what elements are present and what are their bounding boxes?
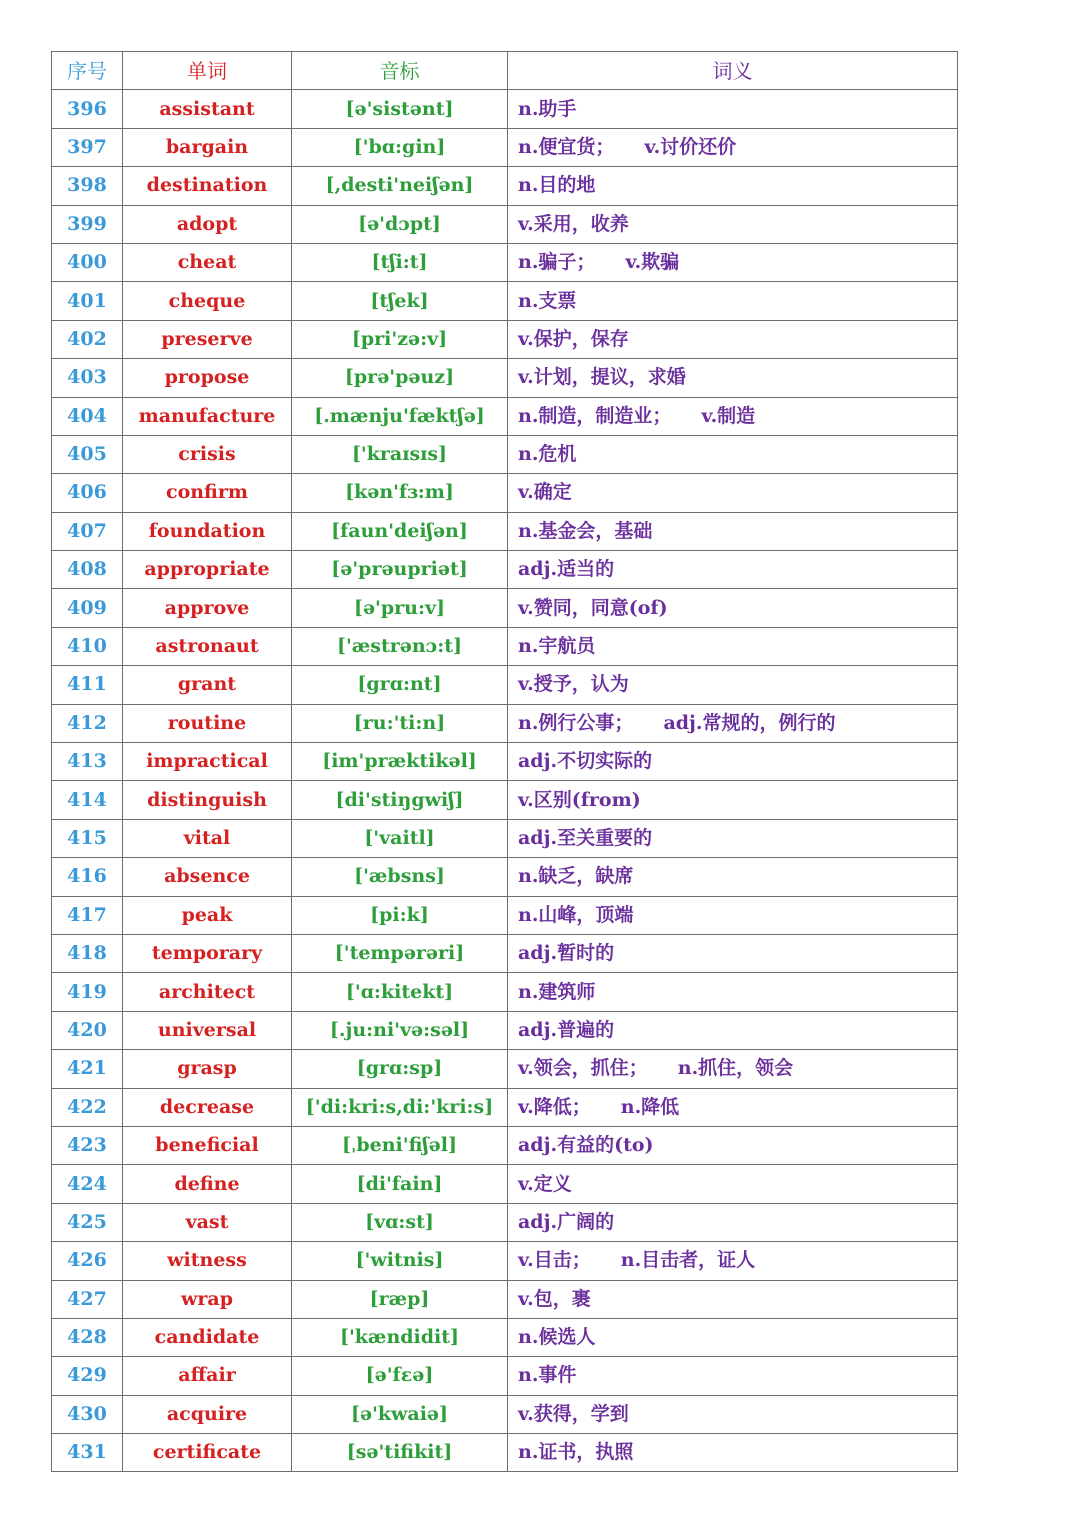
- table-row: [52, 397, 958, 435]
- meaning-part: adj.暂时的: [518, 942, 615, 965]
- row-phonetic: ['kændidit]: [292, 1318, 508, 1356]
- row-meaning: [508, 589, 958, 627]
- row-phonetic: [,desti'neiʃən]: [292, 167, 508, 205]
- meaning-part: n.助手: [518, 97, 577, 120]
- row-word: grasp: [123, 1050, 292, 1088]
- row-word: decrease: [123, 1088, 292, 1126]
- row-meaning: [508, 243, 958, 281]
- row-number: 410: [52, 627, 123, 665]
- row-phonetic: ['æbsns]: [292, 858, 508, 896]
- row-phonetic: [ə'sistənt]: [292, 90, 508, 128]
- table-row: [52, 320, 958, 358]
- row-number: 411: [52, 666, 123, 704]
- row-word: propose: [123, 359, 292, 397]
- meaning-part: adj.至关重要的: [518, 827, 653, 849]
- row-number: 403: [52, 359, 123, 397]
- table-header-row: [52, 52, 958, 90]
- row-number: 430: [52, 1395, 123, 1433]
- row-number: 421: [52, 1050, 123, 1088]
- row-word: peak: [123, 896, 292, 934]
- table-row: [52, 167, 958, 205]
- table-row: [52, 1203, 958, 1241]
- header-phonetic: 音标: [292, 52, 508, 90]
- row-phonetic: [ə'pru:v]: [292, 589, 508, 627]
- row-word: confirm: [123, 474, 292, 512]
- row-word: witness: [123, 1242, 292, 1280]
- meaning-part: v.领会，抓住；: [518, 1057, 648, 1080]
- row-phonetic: [ə'fɛə]: [292, 1357, 508, 1395]
- row-word: vast: [123, 1203, 292, 1241]
- row-word: affair: [123, 1357, 292, 1395]
- meaning-part: v.讨价还价: [644, 135, 737, 158]
- meaning-part: v.授予，认为: [518, 673, 629, 696]
- row-number: 418: [52, 934, 123, 972]
- table-row: [52, 128, 958, 166]
- row-word: assistant: [123, 90, 292, 128]
- table-row: [52, 819, 958, 857]
- table-row: [52, 1088, 958, 1126]
- row-phonetic: ['bɑ:gin]: [292, 128, 508, 166]
- row-phonetic: ['di:kri:s,di:'kri:s]: [292, 1088, 508, 1126]
- row-number: 409: [52, 589, 123, 627]
- row-meaning: [508, 1434, 958, 1472]
- table-row: [52, 858, 958, 896]
- row-number: 396: [52, 90, 123, 128]
- row-number: 426: [52, 1242, 123, 1280]
- vocabulary-table: [51, 51, 958, 1472]
- meaning-part: n.山峰，顶端: [518, 903, 634, 926]
- row-number: 431: [52, 1434, 123, 1472]
- meaning-part: n.基金会，基础: [518, 519, 653, 542]
- meaning-part: v.采用，收养: [518, 212, 629, 235]
- row-phonetic: [prə'pəuz]: [292, 359, 508, 397]
- meaning-part: adj.广阔的: [518, 1210, 615, 1233]
- row-meaning: [508, 973, 958, 1011]
- row-word: acquire: [123, 1395, 292, 1433]
- row-meaning: [508, 666, 958, 704]
- table-row: [52, 666, 958, 704]
- row-meaning: [508, 934, 958, 972]
- row-number: 419: [52, 973, 123, 1011]
- row-number: 405: [52, 435, 123, 473]
- row-phonetic: [ə'kwaiə]: [292, 1395, 508, 1433]
- row-meaning: [508, 858, 958, 896]
- meaning-part: n.便宜货；: [518, 135, 615, 158]
- row-word: temporary: [123, 934, 292, 972]
- meaning-part: v.保护，保存: [518, 327, 629, 350]
- row-meaning: [508, 1050, 958, 1088]
- row-phonetic: ['ɑ:kitekt]: [292, 973, 508, 1011]
- row-meaning: [508, 896, 958, 934]
- row-number: 407: [52, 512, 123, 550]
- row-meaning: [508, 1318, 958, 1356]
- table-row: [52, 1242, 958, 1280]
- table-row: [52, 1165, 958, 1203]
- table-row: [52, 781, 958, 819]
- row-word: universal: [123, 1011, 292, 1049]
- row-meaning: [508, 781, 958, 819]
- table-row: [52, 1280, 958, 1318]
- row-word: vital: [123, 819, 292, 857]
- meaning-part: n.缺乏，缺席: [518, 865, 634, 888]
- row-meaning: [508, 704, 958, 742]
- table-row: [52, 205, 958, 243]
- meaning-part: v.获得，学到: [518, 1402, 629, 1425]
- meaning-part: v.欺骗: [625, 251, 680, 274]
- row-word: approve: [123, 589, 292, 627]
- meaning-part: v.确定: [518, 481, 572, 504]
- table-row: [52, 627, 958, 665]
- table-row: [52, 896, 958, 934]
- row-number: 402: [52, 320, 123, 358]
- table-row: [52, 435, 958, 473]
- row-meaning: [508, 1395, 958, 1433]
- row-meaning: [508, 320, 958, 358]
- row-word: distinguish: [123, 781, 292, 819]
- row-number: 401: [52, 282, 123, 320]
- row-word: astronaut: [123, 627, 292, 665]
- row-phonetic: [ə'dɔpt]: [292, 205, 508, 243]
- row-number: 429: [52, 1357, 123, 1395]
- row-meaning: [508, 435, 958, 473]
- row-phonetic: [grɑ:sp]: [292, 1050, 508, 1088]
- table-body: [52, 90, 958, 1472]
- row-phonetic: [.mænju'fæktʃə]: [292, 397, 508, 435]
- row-meaning: [508, 205, 958, 243]
- row-word: absence: [123, 858, 292, 896]
- row-meaning: [508, 1203, 958, 1241]
- row-meaning: [508, 1280, 958, 1318]
- row-meaning: [508, 90, 958, 128]
- row-word: architect: [123, 973, 292, 1011]
- row-meaning: [508, 359, 958, 397]
- row-meaning: [508, 1165, 958, 1203]
- row-number: 423: [52, 1126, 123, 1164]
- row-number: 404: [52, 397, 123, 435]
- meaning-part: n.目的地: [518, 174, 596, 197]
- row-meaning: [508, 743, 958, 781]
- row-meaning: [508, 1088, 958, 1126]
- row-meaning: [508, 128, 958, 166]
- table-row: [52, 934, 958, 972]
- row-meaning: [508, 512, 958, 550]
- row-number: 427: [52, 1280, 123, 1318]
- table-row: [52, 551, 958, 589]
- table-row: [52, 973, 958, 1011]
- header-word: 单词: [123, 52, 292, 90]
- row-word: crisis: [123, 435, 292, 473]
- table-row: [52, 1395, 958, 1433]
- row-number: 408: [52, 551, 123, 589]
- meaning-part: v.制造: [701, 404, 756, 427]
- row-phonetic: [pi:k]: [292, 896, 508, 934]
- table-row: [52, 1050, 958, 1088]
- row-phonetic: [kən'fɜ:m]: [292, 474, 508, 512]
- row-number: 397: [52, 128, 123, 166]
- row-phonetic: ['kraɪsɪs]: [292, 435, 508, 473]
- table-row: [52, 704, 958, 742]
- meaning-part: n.目击者，证人: [620, 1249, 756, 1272]
- meaning-part: n.证书，执照: [518, 1441, 634, 1464]
- meaning-part: n.宇航员: [518, 635, 596, 658]
- row-number: 422: [52, 1088, 123, 1126]
- row-meaning: [508, 282, 958, 320]
- row-phonetic: ['witnis]: [292, 1242, 508, 1280]
- meaning-part: n.建筑师: [518, 980, 596, 1003]
- row-number: 406: [52, 474, 123, 512]
- row-number: 415: [52, 819, 123, 857]
- meaning-part: n.危机: [518, 443, 577, 466]
- row-word: manufacture: [123, 397, 292, 435]
- row-number: 417: [52, 896, 123, 934]
- header-meaning: 词义: [508, 52, 958, 90]
- row-word: destination: [123, 167, 292, 205]
- meaning-part: adj.不切实际的: [518, 750, 653, 773]
- row-phonetic: [ru:'ti:n]: [292, 704, 508, 742]
- row-phonetic: [.ju:ni'və:səl]: [292, 1011, 508, 1049]
- row-phonetic: [di'stiŋgwiʃ]: [292, 781, 508, 819]
- row-word: beneficial: [123, 1126, 292, 1164]
- row-phonetic: [sə'tifikit]: [292, 1434, 508, 1472]
- row-phonetic: ['vaitl]: [292, 819, 508, 857]
- row-number: 425: [52, 1203, 123, 1241]
- meaning-part: n.降低: [620, 1095, 680, 1118]
- meaning-part: n.候选人: [518, 1326, 596, 1349]
- meaning-part: v.包，裹: [518, 1287, 591, 1310]
- meaning-part: v.降低；: [518, 1095, 591, 1118]
- row-number: 412: [52, 704, 123, 742]
- meaning-part: adj.普遍的: [518, 1018, 615, 1041]
- row-phonetic: [faun'deiʃən]: [292, 512, 508, 550]
- meaning-part: n.事件: [518, 1364, 577, 1387]
- row-phonetic: [im'præktikəl]: [292, 743, 508, 781]
- meaning-part: v.计划，提议，求婚: [518, 366, 686, 389]
- row-meaning: [508, 819, 958, 857]
- row-word: cheat: [123, 243, 292, 281]
- row-number: 428: [52, 1318, 123, 1356]
- meaning-part: v.定义: [518, 1172, 572, 1195]
- meaning-part: v.区别(from): [518, 788, 641, 811]
- table-row: [52, 1011, 958, 1049]
- row-word: routine: [123, 704, 292, 742]
- meaning-part: n.制造，制造业；: [518, 404, 672, 427]
- row-phonetic: ['tempərəri]: [292, 934, 508, 972]
- row-number: 416: [52, 858, 123, 896]
- row-word: candidate: [123, 1318, 292, 1356]
- header-number: 序号: [52, 52, 123, 90]
- row-phonetic: [vɑ:st]: [292, 1203, 508, 1241]
- row-meaning: [508, 627, 958, 665]
- table-row: [52, 474, 958, 512]
- row-meaning: [508, 474, 958, 512]
- row-word: certificate: [123, 1434, 292, 1472]
- table-row: [52, 90, 958, 128]
- row-phonetic: [tʃi:t]: [292, 243, 508, 281]
- table-row: [52, 589, 958, 627]
- meaning-part: adj.有益的(to): [518, 1134, 654, 1157]
- row-phonetic: [grɑ:nt]: [292, 666, 508, 704]
- row-number: 398: [52, 167, 123, 205]
- row-number: 424: [52, 1165, 123, 1203]
- row-phonetic: [ə'prəupriət]: [292, 551, 508, 589]
- row-number: 400: [52, 243, 123, 281]
- meaning-part: v.赞同，同意(of): [518, 596, 668, 619]
- row-phonetic: [di'fain]: [292, 1165, 508, 1203]
- row-meaning: [508, 1011, 958, 1049]
- row-word: grant: [123, 666, 292, 704]
- table-row: [52, 282, 958, 320]
- row-number: 414: [52, 781, 123, 819]
- meaning-part: adj.常规的，例行的: [663, 711, 836, 734]
- row-meaning: [508, 1242, 958, 1280]
- row-word: foundation: [123, 512, 292, 550]
- row-meaning: [508, 1126, 958, 1164]
- row-number: 413: [52, 743, 123, 781]
- meaning-part: n.例行公事；: [518, 711, 634, 734]
- row-phonetic: [ræp]: [292, 1280, 508, 1318]
- row-meaning: [508, 397, 958, 435]
- table-row: [52, 512, 958, 550]
- row-number: 420: [52, 1011, 123, 1049]
- row-word: wrap: [123, 1280, 292, 1318]
- row-number: 399: [52, 205, 123, 243]
- meaning-part: v.目击；: [518, 1249, 591, 1272]
- row-word: impractical: [123, 743, 292, 781]
- meaning-part: adj.适当的: [518, 558, 615, 581]
- row-phonetic: ['æstrənɔ:t]: [292, 627, 508, 665]
- row-word: adopt: [123, 205, 292, 243]
- table-row: [52, 1434, 958, 1472]
- row-word: define: [123, 1165, 292, 1203]
- row-word: preserve: [123, 320, 292, 358]
- table-row: [52, 1357, 958, 1395]
- table-row: [52, 243, 958, 281]
- meaning-part: n.支票: [518, 289, 577, 312]
- row-phonetic: [tʃek]: [292, 282, 508, 320]
- table-row: [52, 1126, 958, 1164]
- row-meaning: [508, 167, 958, 205]
- row-word: bargain: [123, 128, 292, 166]
- table-row: [52, 1318, 958, 1356]
- meaning-part: n.抓住，领会: [677, 1057, 794, 1080]
- table-row: [52, 743, 958, 781]
- table-row: [52, 359, 958, 397]
- row-word: appropriate: [123, 551, 292, 589]
- meaning-part: n.骗子；: [518, 251, 596, 274]
- row-phonetic: [ˌbeni'fiʃəl]: [292, 1126, 508, 1164]
- row-meaning: [508, 551, 958, 589]
- row-phonetic: [pri'zə:v]: [292, 320, 508, 358]
- row-word: cheque: [123, 282, 292, 320]
- row-meaning: [508, 1357, 958, 1395]
